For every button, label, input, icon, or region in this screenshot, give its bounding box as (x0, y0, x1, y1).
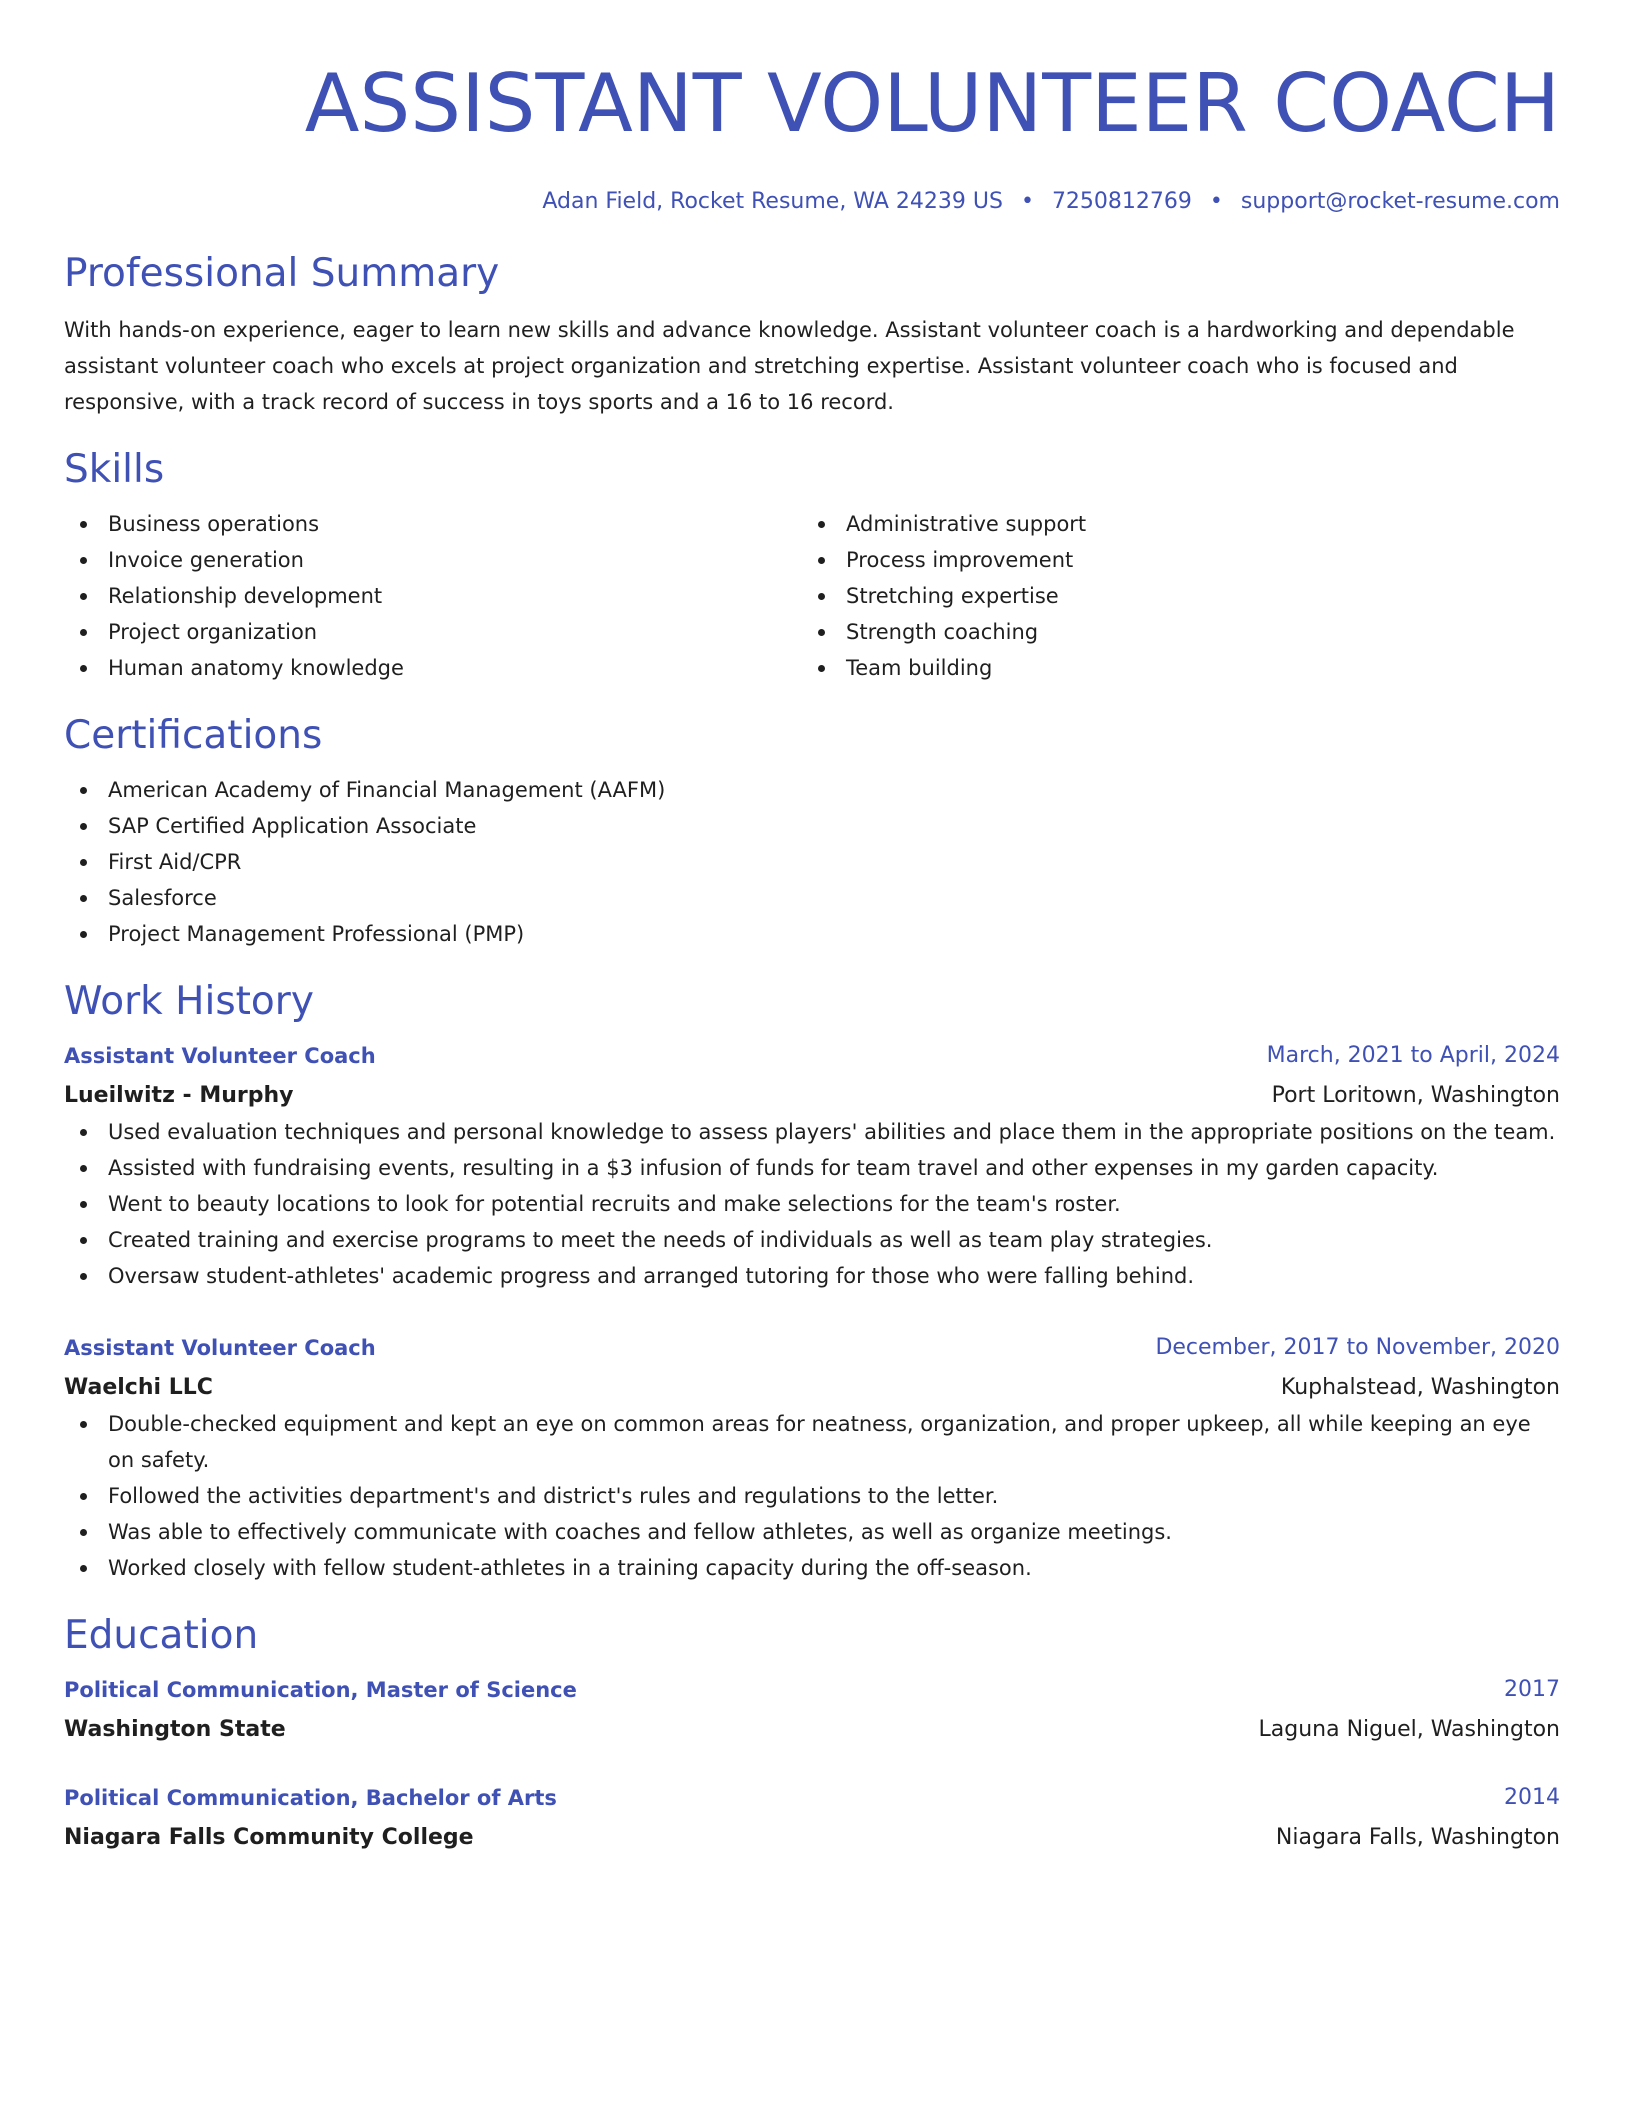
contact-address: Adan Field, Rocket Resume, WA 24239 US (542, 189, 1003, 214)
job-bullet: Assisted with fundraising events, resulting in a $3 infusion of funds for team travel and other expenses in my garden capacity. (64, 1150, 1560, 1186)
skills-heading: Skills (64, 447, 165, 492)
work-history-heading: Work History (64, 979, 314, 1024)
education-heading: Education (64, 1613, 259, 1658)
skills-section (64, 446, 1560, 686)
job-location: Port Loritown, Washington (1271, 1083, 1560, 1108)
education-year: 2017 (1504, 1677, 1560, 1702)
job-title: Assistant Volunteer Coach (64, 1044, 376, 1068)
job-bullet: Created training and exercise programs to meet the needs of individuals as well as team play strategies. (64, 1222, 1560, 1258)
education-year: 2014 (1504, 1785, 1560, 1810)
job-company: Waelchi LLC (64, 1375, 213, 1400)
contact-phone: 7250812769 (1051, 189, 1192, 214)
skills-grid (64, 506, 1560, 686)
resume-title: ASSISTANT VOLUNTEER COACH (304, 57, 1560, 150)
skill-item: Project organization (64, 614, 802, 650)
job-bullet: Worked closely with fellow student-athletes in a training capacity during the off-season. (64, 1550, 1560, 1586)
skill-item: Process improvement (802, 542, 1540, 578)
skill-item: Relationship development (64, 578, 802, 614)
job-company: Lueilwitz - Murphy (64, 1083, 294, 1108)
summary-text: With hands-on experience, eager to learn new skills and advance knowledge. Assistant volunteer coach is a hardworking and dependable assistant volunteer coach who excels at project organization and stretching expertise. Assistant volunteer coach who is focused and responsive, with a track record of success in toys sports and a 16 to 16 record. (64, 318, 1515, 414)
contact-email: support@rocket-resume.com (1240, 189, 1560, 214)
skill-item: Human anatomy knowledge (64, 650, 802, 686)
job-dates: March, 2021 to April, 2024 (1266, 1043, 1560, 1068)
job-bullet: Went to beauty locations to look for potential recruits and make selections for the team's roster. (64, 1186, 1560, 1222)
education-degree: Political Communication, Master of Science (64, 1678, 577, 1702)
certification-item: First Aid/CPR (64, 844, 1560, 880)
skill-item: Invoice generation (64, 542, 802, 578)
skills-list-right (802, 506, 1540, 686)
skill-item: Business operations (64, 506, 802, 542)
resume-page (64, 0, 1560, 1856)
certification-item: Project Management Professional (PMP) (64, 916, 1560, 952)
education-entry (64, 1672, 1560, 1748)
skill-item: Stretching expertise (802, 578, 1540, 614)
job-title: Assistant Volunteer Coach (64, 1336, 376, 1360)
job-location: Kuphalstead, Washington (1280, 1375, 1560, 1400)
education-degree: Political Communication, Bachelor of Arts (64, 1786, 557, 1810)
job-bullets (64, 1114, 1560, 1294)
job-bullet: Oversaw student-athletes' academic progress and arranged tutoring for those who were falling behind. (64, 1258, 1560, 1294)
job-entry (64, 1038, 1560, 1294)
education-section (64, 1612, 1560, 1856)
job-bullet: Was able to effectively communicate with coaches and fellow athletes, as well as organize meetings. (64, 1514, 1560, 1550)
skills-list-left (64, 506, 802, 686)
work-history-section (64, 978, 1560, 1586)
skill-item: Team building (802, 650, 1540, 686)
certification-item: SAP Certified Application Associate (64, 808, 1560, 844)
certifications-section (64, 712, 1560, 952)
education-school: Washington State (64, 1717, 286, 1742)
separator-dot: • (1020, 189, 1034, 214)
education-location: Niagara Falls, Washington (1275, 1825, 1560, 1850)
education-location: Laguna Niguel, Washington (1258, 1717, 1560, 1742)
skill-item: Strength coaching (802, 614, 1540, 650)
job-bullets (64, 1406, 1560, 1586)
separator-dot: • (1209, 189, 1223, 214)
education-entry (64, 1780, 1560, 1856)
summary-section (64, 250, 1560, 420)
job-entry (64, 1330, 1560, 1586)
certification-item: American Academy of Financial Management (AAFM) (64, 772, 1560, 808)
education-school: Niagara Falls Community College (64, 1825, 474, 1850)
certifications-list (64, 772, 1560, 952)
job-dates: December, 2017 to November, 2020 (1155, 1335, 1560, 1360)
summary-heading: Professional Summary (64, 251, 500, 296)
certifications-heading: Certifications (64, 713, 323, 758)
job-bullet: Followed the activities department's and district's rules and regulations to the letter. (64, 1478, 1560, 1514)
skill-item: Administrative support (802, 506, 1540, 542)
certification-item: Salesforce (64, 880, 1560, 916)
job-bullet: Double-checked equipment and kept an eye on common areas for neatness, organization, and proper upkeep, all while keeping an eye on safety. (64, 1406, 1560, 1478)
contact-line (64, 186, 1560, 218)
job-bullet: Used evaluation techniques and personal knowledge to assess players' abilities and place them in the appropriate positions on the team. (64, 1114, 1560, 1150)
